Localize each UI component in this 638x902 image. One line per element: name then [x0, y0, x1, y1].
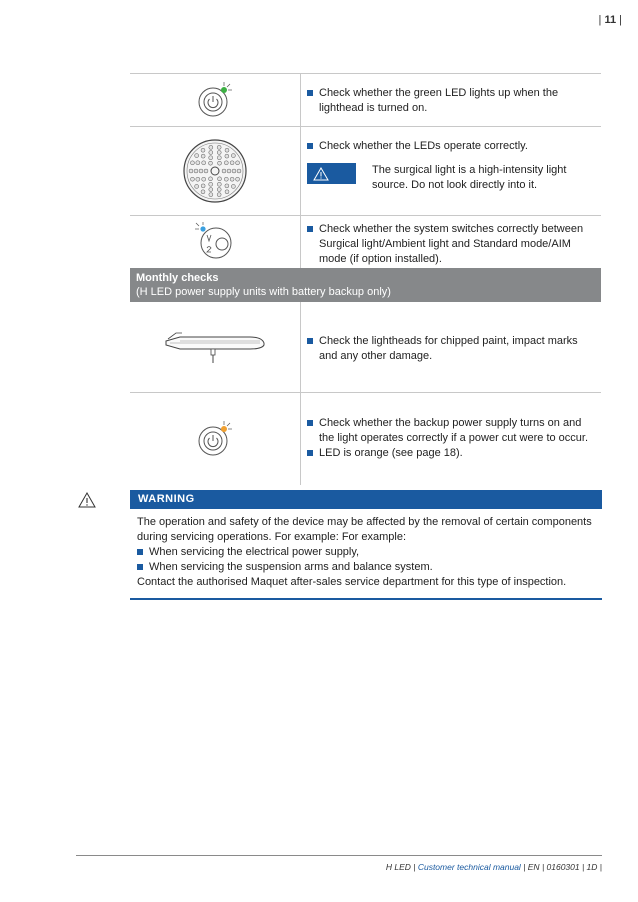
led-dot: [231, 184, 235, 188]
warning-item: When servicing the electrical power supply,: [137, 545, 597, 560]
led-dot: [195, 154, 199, 158]
section-header: [130, 268, 601, 302]
bullet-item: Check whether the LEDs operate correctly.: [307, 139, 593, 154]
lighthead-side-icon: [160, 327, 270, 367]
caution-badge: [307, 163, 356, 184]
maintenance-table: [130, 73, 601, 485]
led-dot: [225, 154, 229, 158]
led-dot: [217, 156, 221, 160]
warning-item: When servicing the suspension arms and balance system.: [137, 560, 597, 575]
led-dot: [222, 169, 226, 173]
led-dot: [217, 182, 221, 186]
led-dot: [195, 184, 199, 188]
footer: H LED | Customer technical manual | EN | 0160301 | 1D |: [385, 862, 602, 872]
led-dot: [209, 182, 213, 186]
led-dot: [202, 161, 206, 165]
warning-triangle-icon: [313, 167, 329, 181]
row-image: [130, 216, 301, 268]
warning-intro: The operation and safety of the device may be affected by the removal of certain components during servicing operations. For example: For example:: [137, 516, 592, 543]
bullet-item: LED is orange (see page 18).: [307, 446, 593, 461]
warning-divider: [130, 598, 602, 600]
warning-triangle-icon: [78, 492, 96, 508]
led-dot: [209, 150, 213, 154]
power-button-green-led-icon: [193, 80, 237, 120]
led-dot: [232, 169, 236, 173]
row-text: [301, 393, 601, 485]
row-image: [130, 74, 301, 126]
led-dot: [237, 169, 241, 173]
bullet-item: Check whether the backup power supply turns on and the light operates correctly if a power cut were to occur.: [307, 416, 593, 446]
bullet-item: Check whether the system switches correctly between Surgical light/Ambient light and Standard mode/AIM mode (if option installed).: [307, 222, 593, 267]
led-dot: [230, 161, 234, 165]
row-image: [130, 393, 301, 485]
table-row: [130, 392, 601, 485]
bullet-item: Check whether the green LED lights up when the lighthead is turned on.: [307, 86, 593, 116]
led-dot: [209, 161, 213, 165]
led-dot: [218, 161, 222, 165]
led-dot: [196, 177, 200, 181]
row-image: [130, 302, 301, 392]
row-text: [301, 127, 601, 215]
led-dot: [218, 177, 222, 181]
row-text: [301, 302, 601, 392]
table-row: [130, 73, 601, 126]
led-dot: [236, 161, 240, 165]
row-text: [301, 74, 601, 126]
section-title: Monthly checks: [136, 272, 219, 284]
led-dot: [224, 161, 228, 165]
bullet-item: Check the lightheads for chipped paint, impact marks and any other damage.: [307, 334, 593, 364]
page-number: | 11 |: [598, 14, 622, 26]
led-dot: [189, 169, 193, 173]
led-dot: [231, 154, 235, 158]
led-dot: [209, 145, 213, 149]
footer-divider: [76, 855, 602, 856]
warning-body: [137, 515, 597, 590]
table-row: [130, 126, 601, 215]
led-dot: [194, 169, 198, 173]
led-dot: [201, 190, 205, 194]
row-image: [130, 127, 301, 215]
led-dot: [217, 145, 221, 149]
led-dot: [209, 156, 213, 160]
led-dot: [236, 177, 240, 181]
led-dot: [196, 161, 200, 165]
led-dot: [190, 177, 194, 181]
warning-outro: Contact the authorised Maquet after-sales service department for this type of inspection.: [137, 576, 567, 588]
section-subtitle: (H LED power supply units with battery backup only): [136, 286, 391, 298]
led-dot: [209, 193, 213, 197]
led-dot: [201, 148, 205, 152]
led-dot: [227, 169, 231, 173]
led-dot: [230, 177, 234, 181]
led-dot: [217, 188, 221, 192]
table-row: [130, 215, 601, 268]
power-button-orange-led-icon: [193, 419, 237, 459]
table-row: [130, 302, 601, 392]
led-dot: [225, 148, 229, 152]
caution-box: [307, 163, 593, 193]
led-dot: [201, 154, 205, 158]
mode-switch-icon: [190, 221, 240, 263]
warning-title: WARNING: [130, 490, 602, 509]
led-dot: [190, 161, 194, 165]
led-dot: [209, 177, 213, 181]
caution-text: The surgical light is a high-intensity light source. Do not look directly into it.: [372, 164, 567, 191]
led-dot: [225, 190, 229, 194]
row-text: [301, 216, 601, 268]
led-dot: [204, 169, 208, 173]
led-dot: [217, 193, 221, 197]
led-dot: [199, 169, 203, 173]
led-dot: [225, 184, 229, 188]
led-array-icon: [182, 138, 248, 204]
led-dot: [217, 150, 221, 154]
led-dot: [202, 177, 206, 181]
led-dot: [209, 188, 213, 192]
led-dot: [201, 184, 205, 188]
led-dot: [224, 177, 228, 181]
